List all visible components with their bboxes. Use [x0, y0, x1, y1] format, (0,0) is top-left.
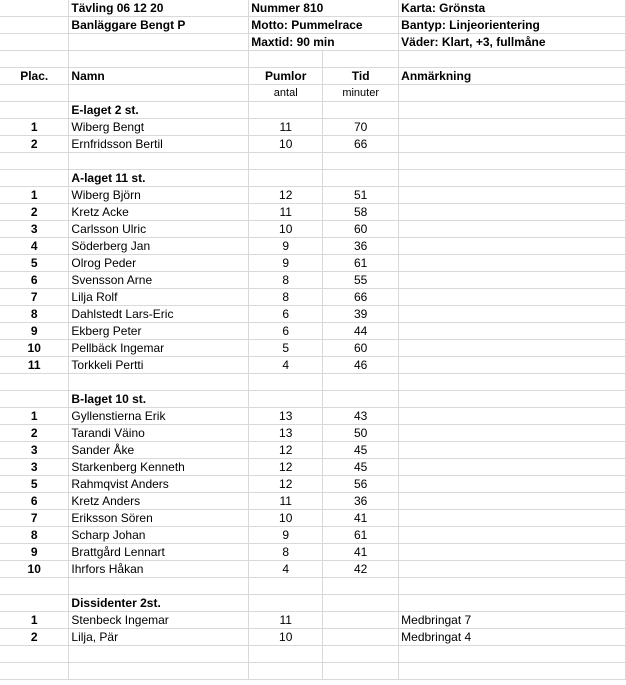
cell[interactable]: [399, 170, 626, 187]
cell[interactable]: [249, 646, 323, 663]
cell[interactable]: [399, 391, 626, 408]
name-cell[interactable]: Pellbäck Ingemar: [69, 340, 249, 357]
cell[interactable]: [323, 391, 399, 408]
cell[interactable]: [69, 646, 249, 663]
points-cell[interactable]: 8: [249, 544, 323, 561]
blank-row: [0, 153, 626, 170]
name-column-header[interactable]: Namn: [69, 68, 249, 85]
cell[interactable]: [249, 153, 323, 170]
remark-cell[interactable]: [399, 136, 626, 153]
time-cell[interactable]: 66: [323, 136, 399, 153]
cell[interactable]: [69, 663, 249, 680]
name-cell[interactable]: Sander Åke: [69, 442, 249, 459]
time-cell[interactable]: 60: [323, 221, 399, 238]
time-cell[interactable]: [323, 629, 399, 646]
table-row: [0, 442, 626, 459]
place-cell[interactable]: 2: [0, 629, 69, 646]
group-title[interactable]: E-laget 2 st.: [69, 102, 249, 119]
name-cell[interactable]: Ernfridsson Bertil: [69, 136, 249, 153]
time-cell[interactable]: 45: [323, 442, 399, 459]
name-cell[interactable]: Dahlstedt Lars-Eric: [69, 306, 249, 323]
points-cell[interactable]: 13: [249, 408, 323, 425]
points-cell[interactable]: 11: [249, 119, 323, 136]
table-row: [0, 459, 626, 476]
cell[interactable]: [0, 17, 69, 34]
table-row: [0, 510, 626, 527]
time-cell[interactable]: 66: [323, 289, 399, 306]
remark-cell[interactable]: [399, 357, 626, 374]
time-cell[interactable]: 70: [323, 119, 399, 136]
cell[interactable]: [323, 578, 399, 595]
table-row: [0, 408, 626, 425]
cell[interactable]: [0, 663, 69, 680]
name-cell[interactable]: Söderberg Jan: [69, 238, 249, 255]
points-cell[interactable]: 8: [249, 289, 323, 306]
remark-cell[interactable]: [399, 238, 626, 255]
remark-cell[interactable]: [399, 408, 626, 425]
cell[interactable]: [0, 578, 69, 595]
remark-cell[interactable]: [399, 510, 626, 527]
time-cell[interactable]: 39: [323, 306, 399, 323]
blank-row: [0, 663, 626, 680]
remark-cell[interactable]: [399, 272, 626, 289]
table-row: [0, 136, 626, 153]
points-cell[interactable]: 11: [249, 493, 323, 510]
name-cell[interactable]: Lilja Rolf: [69, 289, 249, 306]
table-row: [0, 357, 626, 374]
time-cell[interactable]: 46: [323, 357, 399, 374]
header-row-3: [0, 34, 626, 51]
table-row: [0, 204, 626, 221]
cell[interactable]: [69, 153, 249, 170]
points-cell[interactable]: 10: [249, 510, 323, 527]
points-cell[interactable]: 9: [249, 527, 323, 544]
name-cell[interactable]: Lilja, Pär: [69, 629, 249, 646]
cell[interactable]: [0, 0, 69, 17]
cell[interactable]: [399, 663, 626, 680]
cell[interactable]: [249, 102, 323, 119]
cell[interactable]: [249, 374, 323, 391]
remark-cell[interactable]: [399, 323, 626, 340]
name-cell[interactable]: Torkkeli Pertti: [69, 357, 249, 374]
remark-cell[interactable]: [399, 476, 626, 493]
place-cell[interactable]: 3: [0, 459, 69, 476]
place-cell[interactable]: 6: [0, 493, 69, 510]
table-row: [0, 323, 626, 340]
points-cell[interactable]: 12: [249, 442, 323, 459]
group-header-row: [0, 102, 626, 119]
cell[interactable]: [0, 374, 69, 391]
cell[interactable]: [69, 34, 249, 51]
place-cell[interactable]: 2: [0, 425, 69, 442]
place-cell[interactable]: 3: [0, 221, 69, 238]
blank-row: [0, 374, 626, 391]
points-cell[interactable]: 5: [249, 340, 323, 357]
time-cell[interactable]: 56: [323, 476, 399, 493]
name-cell[interactable]: Ekberg Peter: [69, 323, 249, 340]
cell[interactable]: [249, 578, 323, 595]
table-row: [0, 561, 626, 578]
remark-cell[interactable]: [399, 561, 626, 578]
cell[interactable]: [399, 595, 626, 612]
cell[interactable]: [0, 34, 69, 51]
time-cell[interactable]: 36: [323, 493, 399, 510]
cell[interactable]: [323, 374, 399, 391]
table-row: [0, 629, 626, 646]
name-cell[interactable]: Wiberg Bengt: [69, 119, 249, 136]
place-cell[interactable]: 4: [0, 238, 69, 255]
cell[interactable]: [0, 391, 69, 408]
cell[interactable]: [69, 578, 249, 595]
place-cell[interactable]: 8: [0, 306, 69, 323]
remark-cell[interactable]: [399, 442, 626, 459]
place-cell[interactable]: 1: [0, 408, 69, 425]
remark-cell[interactable]: Medbringat 4: [399, 629, 626, 646]
place-cell[interactable]: 5: [0, 476, 69, 493]
points-cell[interactable]: 13: [249, 425, 323, 442]
time-cell[interactable]: 61: [323, 527, 399, 544]
place-cell[interactable]: 10: [0, 561, 69, 578]
group-title[interactable]: B-laget 10 st.: [69, 391, 249, 408]
time-cell[interactable]: 55: [323, 272, 399, 289]
table-row: [0, 289, 626, 306]
points-cell[interactable]: 10: [249, 136, 323, 153]
table-row: [0, 306, 626, 323]
time-cell[interactable]: 61: [323, 255, 399, 272]
place-cell[interactable]: 2: [0, 204, 69, 221]
remark-cell[interactable]: [399, 544, 626, 561]
points-cell[interactable]: 12: [249, 187, 323, 204]
table-row: [0, 187, 626, 204]
name-cell[interactable]: Olrog Peder: [69, 255, 249, 272]
points-cell[interactable]: 10: [249, 629, 323, 646]
cell[interactable]: [249, 595, 323, 612]
group-header-row: [0, 170, 626, 187]
place-cell[interactable]: 7: [0, 510, 69, 527]
place-column-header[interactable]: Plac.: [0, 68, 69, 85]
points-cell[interactable]: 11: [249, 612, 323, 629]
table-row: [0, 238, 626, 255]
max-time[interactable]: Maxtid: 90 min: [249, 34, 399, 51]
cell[interactable]: [0, 646, 69, 663]
time-cell[interactable]: 41: [323, 544, 399, 561]
cell[interactable]: [69, 374, 249, 391]
points-cell[interactable]: 9: [249, 238, 323, 255]
column-subheader-row: [0, 85, 626, 102]
table-row: [0, 272, 626, 289]
cell[interactable]: [323, 663, 399, 680]
points-unit[interactable]: antal: [249, 85, 323, 102]
remark-cell[interactable]: [399, 527, 626, 544]
column-header-row: [0, 68, 626, 85]
points-cell[interactable]: 4: [249, 357, 323, 374]
place-cell[interactable]: 1: [0, 119, 69, 136]
remark-cell[interactable]: [399, 493, 626, 510]
name-cell[interactable]: Scharp Johan: [69, 527, 249, 544]
place-cell[interactable]: 3: [0, 442, 69, 459]
time-cell[interactable]: 60: [323, 340, 399, 357]
remark-cell[interactable]: [399, 255, 626, 272]
cell[interactable]: [0, 170, 69, 187]
name-cell[interactable]: Kretz Acke: [69, 204, 249, 221]
remark-cell[interactable]: Medbringat 7: [399, 612, 626, 629]
time-cell[interactable]: 45: [323, 459, 399, 476]
name-cell[interactable]: Kretz Anders: [69, 493, 249, 510]
name-cell[interactable]: Tarandi Väino: [69, 425, 249, 442]
time-cell[interactable]: 36: [323, 238, 399, 255]
time-cell[interactable]: 43: [323, 408, 399, 425]
remark-cell[interactable]: [399, 221, 626, 238]
time-column-header[interactable]: Tid: [323, 68, 399, 85]
blank-row: [0, 646, 626, 663]
cell[interactable]: [399, 578, 626, 595]
map-name[interactable]: Karta: Grönsta: [399, 0, 626, 17]
remark-cell[interactable]: [399, 425, 626, 442]
table-row: [0, 119, 626, 136]
competition-title[interactable]: Tävling 06 12 20: [69, 0, 249, 17]
time-cell[interactable]: 58: [323, 204, 399, 221]
place-cell[interactable]: 8: [0, 527, 69, 544]
course-type[interactable]: Bantyp: Linjeorientering: [399, 17, 626, 34]
cell[interactable]: [399, 646, 626, 663]
table-row: [0, 493, 626, 510]
remark-cell[interactable]: [399, 459, 626, 476]
name-cell[interactable]: Stenbeck Ingemar: [69, 612, 249, 629]
remark-cell[interactable]: [399, 119, 626, 136]
name-cell[interactable]: Gyllenstierna Erik: [69, 408, 249, 425]
place-cell[interactable]: 7: [0, 289, 69, 306]
place-cell[interactable]: 9: [0, 323, 69, 340]
cell[interactable]: [249, 170, 323, 187]
table-row: [0, 255, 626, 272]
name-cell[interactable]: Rahmqvist Anders: [69, 476, 249, 493]
name-cell[interactable]: Carlsson Ulric: [69, 221, 249, 238]
place-cell[interactable]: 10: [0, 340, 69, 357]
time-cell[interactable]: 42: [323, 561, 399, 578]
cell[interactable]: [323, 102, 399, 119]
table-row: [0, 425, 626, 442]
weather[interactable]: Väder: Klart, +3, fullmåne: [399, 34, 626, 51]
cell[interactable]: [249, 391, 323, 408]
cell[interactable]: [323, 595, 399, 612]
points-column-header[interactable]: Pumlor: [249, 68, 323, 85]
cell[interactable]: [323, 170, 399, 187]
course-setter[interactable]: Banläggare Bengt P: [69, 17, 249, 34]
cell[interactable]: [323, 646, 399, 663]
points-cell[interactable]: 6: [249, 306, 323, 323]
points-cell[interactable]: 10: [249, 221, 323, 238]
points-cell[interactable]: 8: [249, 272, 323, 289]
points-cell[interactable]: 11: [249, 204, 323, 221]
name-cell[interactable]: Brattgård Lennart: [69, 544, 249, 561]
cell[interactable]: [399, 102, 626, 119]
place-cell[interactable]: 6: [0, 272, 69, 289]
time-cell[interactable]: 50: [323, 425, 399, 442]
group-header-row: [0, 391, 626, 408]
blank-row: [0, 578, 626, 595]
remark-cell[interactable]: [399, 289, 626, 306]
competition-number[interactable]: Nummer 810: [249, 0, 399, 17]
cell[interactable]: [399, 153, 626, 170]
name-cell[interactable]: Ihrfors Håkan: [69, 561, 249, 578]
group-title[interactable]: Dissidenter 2st.: [69, 595, 249, 612]
remark-cell[interactable]: [399, 204, 626, 221]
place-cell[interactable]: 1: [0, 612, 69, 629]
header-row-1: [0, 0, 626, 17]
table-row: [0, 527, 626, 544]
time-cell[interactable]: [323, 612, 399, 629]
name-cell[interactable]: Svensson Arne: [69, 272, 249, 289]
table-row: [0, 612, 626, 629]
place-cell[interactable]: 9: [0, 544, 69, 561]
points-cell[interactable]: 4: [249, 561, 323, 578]
points-cell[interactable]: 9: [249, 255, 323, 272]
group-header-row: [0, 595, 626, 612]
points-cell[interactable]: 12: [249, 476, 323, 493]
time-cell[interactable]: 51: [323, 187, 399, 204]
time-unit[interactable]: minuter: [323, 85, 399, 102]
cell[interactable]: [399, 374, 626, 391]
name-cell[interactable]: Eriksson Sören: [69, 510, 249, 527]
remark-cell[interactable]: [399, 187, 626, 204]
points-cell[interactable]: 12: [249, 459, 323, 476]
table-row: [0, 476, 626, 493]
remark-column-header[interactable]: Anmärkning: [399, 68, 626, 85]
place-cell[interactable]: 2: [0, 136, 69, 153]
time-cell[interactable]: 41: [323, 510, 399, 527]
header-row-2: [0, 17, 626, 34]
remark-cell[interactable]: [399, 306, 626, 323]
table-row: [0, 340, 626, 357]
cell[interactable]: [0, 153, 69, 170]
table-row: [0, 221, 626, 238]
cell[interactable]: [323, 153, 399, 170]
name-cell[interactable]: Starkenberg Kenneth: [69, 459, 249, 476]
motto[interactable]: Motto: Pummelrace: [249, 17, 399, 34]
group-title[interactable]: A-laget 11 st.: [69, 170, 249, 187]
name-cell[interactable]: Wiberg Björn: [69, 187, 249, 204]
cell[interactable]: [0, 102, 69, 119]
remark-cell[interactable]: [399, 340, 626, 357]
place-cell[interactable]: 11: [0, 357, 69, 374]
place-cell[interactable]: 5: [0, 255, 69, 272]
place-cell[interactable]: 1: [0, 187, 69, 204]
blank-row: [0, 51, 626, 68]
table-row: [0, 544, 626, 561]
cell[interactable]: [0, 595, 69, 612]
points-cell[interactable]: 6: [249, 323, 323, 340]
time-cell[interactable]: 44: [323, 323, 399, 340]
cell[interactable]: [249, 663, 323, 680]
